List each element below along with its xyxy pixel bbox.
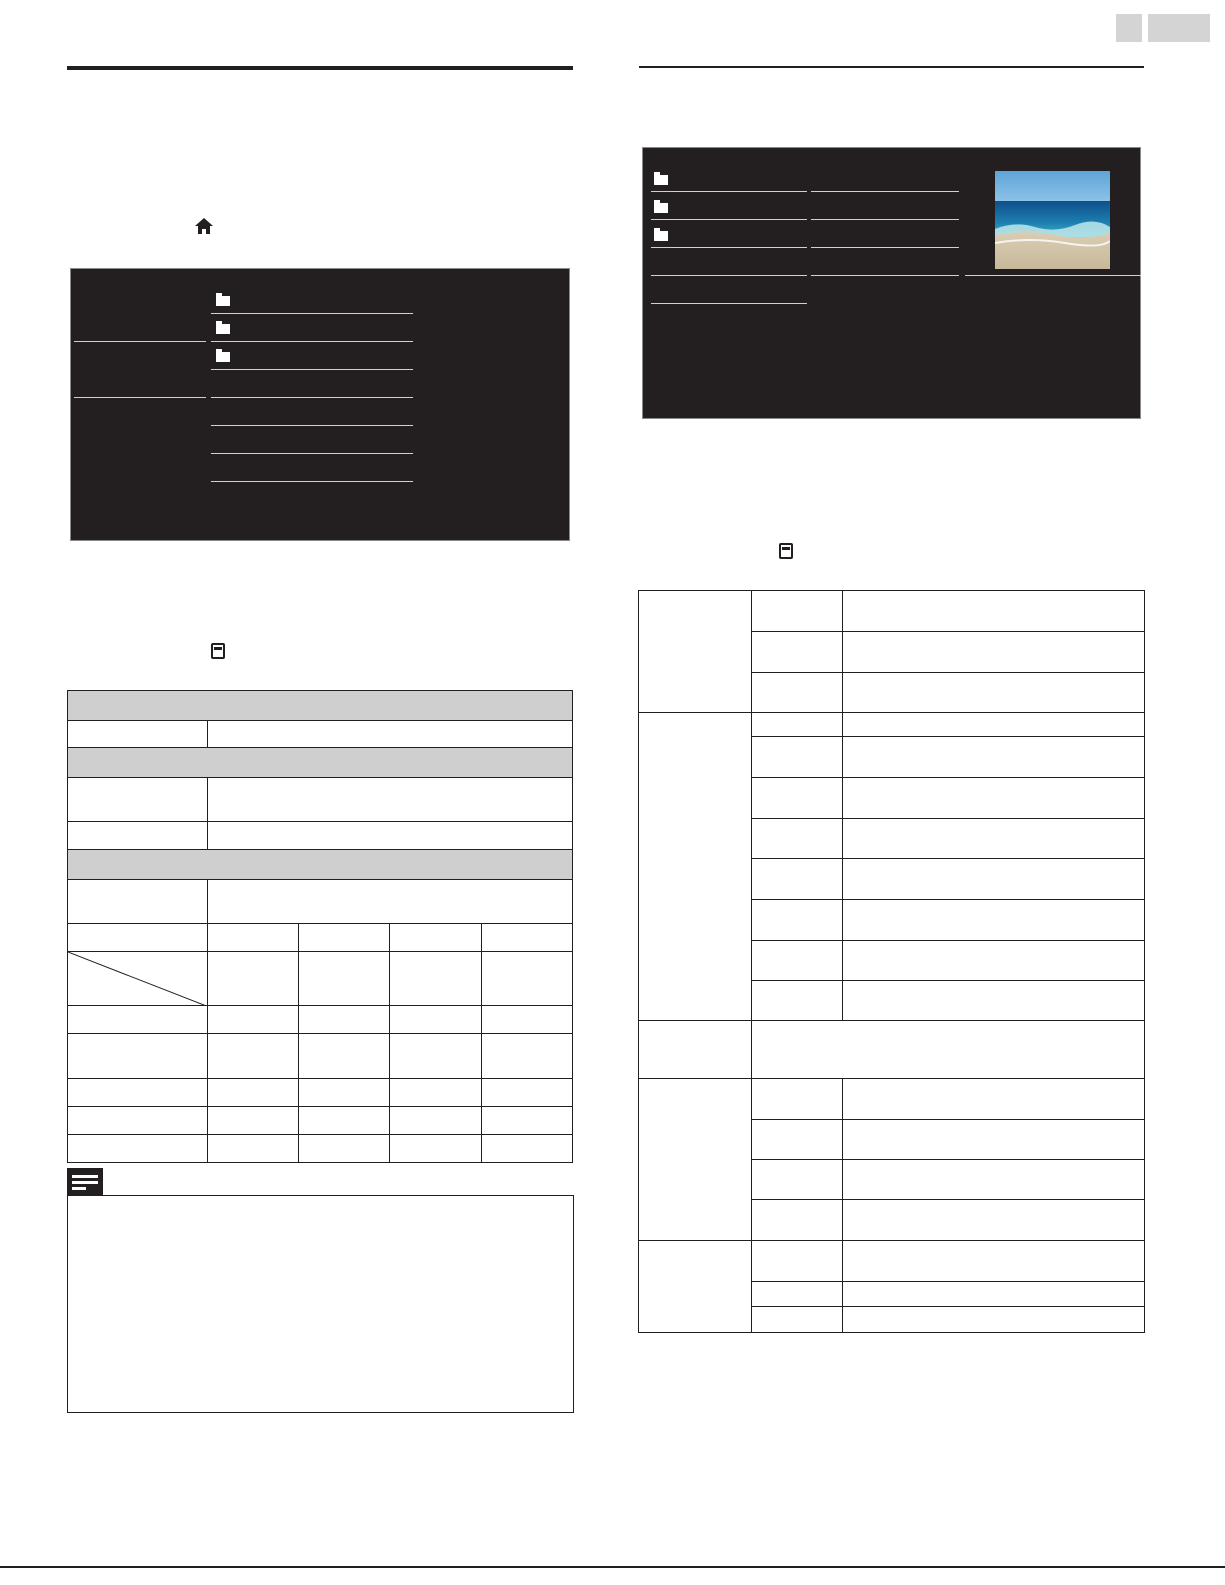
table-cell [751,1078,843,1120]
table-cell [842,1119,1145,1160]
table-cell [842,672,1145,713]
list-row-line [211,369,413,370]
table-cell [67,1078,208,1107]
folder-icon [216,296,230,306]
list-row-line [811,275,959,276]
table-group-cell [638,1078,752,1241]
table-cell [207,951,299,1006]
table-cell [751,777,843,819]
list-row-line [211,425,413,426]
table-cell [842,590,1145,632]
table-cell [67,821,208,850]
table-cell [298,923,390,952]
table-cell [389,951,482,1006]
home-icon [194,217,214,235]
table-cell [842,777,1145,819]
photo-browser-screen [642,147,1141,419]
table-section-header [67,747,573,778]
table-cell [67,923,208,952]
table-cell [842,1281,1145,1307]
table-cell [67,720,208,748]
table-cell [207,720,573,748]
table-cell [751,1199,843,1241]
table-cell [481,1005,573,1034]
table-cell [298,1033,390,1079]
list-row-line [651,191,807,192]
table-cell [481,1134,573,1163]
list-row-line [651,275,807,276]
table-cell [751,1119,843,1160]
table-cell [751,736,843,778]
table-cell [207,1106,299,1135]
table-cell [751,940,843,981]
folder-icon [216,324,230,334]
table-cell [389,1106,482,1135]
table-cell [842,1306,1145,1333]
table-diagonal-cell [67,951,208,1006]
language-tab-2 [1148,14,1210,42]
table-cell [842,1240,1145,1282]
table-cell [842,631,1145,673]
table-cell [842,858,1145,900]
table-cell [298,1005,390,1034]
media-browser-screen [70,268,570,541]
table-cell [207,923,299,952]
table-cell [751,1281,843,1307]
folder-icon [654,231,668,241]
table-cell [751,1159,843,1200]
table-cell [481,1033,573,1079]
left-panel-divider [74,397,206,398]
options-icon [211,643,225,659]
table-cell [207,821,573,850]
folder-icon [216,352,230,362]
table-cell [67,879,208,924]
table-cell [389,923,482,952]
table-cell [842,980,1145,1021]
folder-icon [654,203,668,213]
table-cell [751,712,843,737]
table-cell [842,1078,1145,1120]
list-row-line [211,313,413,314]
table-cell [481,951,573,1006]
table-cell [481,1106,573,1135]
list-row-line [811,191,959,192]
list-row-line [651,303,807,304]
table-cell [389,1033,482,1079]
table-cell [751,980,843,1021]
table-cell [207,1078,299,1107]
table-cell [389,1078,482,1107]
table-cell [207,1005,299,1034]
table-cell [67,1134,208,1163]
left-panel-divider [74,341,206,342]
table-cell [207,1134,299,1163]
table-cell [751,590,843,632]
note-box [67,1195,574,1413]
table-cell [298,1106,390,1135]
table-cell [751,899,843,941]
table-cell [298,1078,390,1107]
table-cell [207,777,573,822]
table-cell [298,951,390,1006]
list-row-line [651,219,807,220]
table-cell [751,672,843,713]
table-section-header [67,849,573,880]
table-cell [67,777,208,822]
list-row-line [211,341,413,342]
table-group-cell [638,590,752,713]
table-cell [842,818,1145,859]
preview-divider [965,275,1141,276]
left-section-rule [67,66,573,70]
table-cell [751,858,843,900]
language-tab-1 [1116,14,1142,42]
table-cell [751,631,843,673]
table-cell [842,712,1145,737]
folder-icon [654,175,668,185]
table-cell [481,1078,573,1107]
right-section-rule [639,66,1144,68]
table-cell [751,818,843,859]
table-cell [842,940,1145,981]
note-icon [67,1168,103,1196]
table-cell [207,879,573,924]
table-cell [389,1134,482,1163]
table-cell [842,1159,1145,1200]
table-group-cell [638,712,752,1021]
table-cell [751,1240,843,1282]
table-cell [67,1033,208,1079]
table-group-cell [638,1020,752,1079]
table-cell [751,1306,843,1333]
list-row-line [211,481,413,482]
table-cell [842,899,1145,941]
table-cell [842,1199,1145,1241]
options-icon [779,543,793,559]
list-row-line [211,397,413,398]
table-cell [842,736,1145,778]
list-row-line [811,219,959,220]
beach-thumbnail [995,171,1110,269]
table-cell [207,1033,299,1079]
table-section-header [67,690,573,721]
table-cell [67,1005,208,1034]
table-cell [751,1020,1145,1079]
list-row-line [211,453,413,454]
list-row-line [651,247,807,248]
table-cell [389,1005,482,1034]
table-cell [67,1106,208,1135]
page-footer-rule [0,1566,1225,1568]
table-cell [298,1134,390,1163]
list-row-line [811,247,959,248]
table-cell [481,923,573,952]
table-group-cell [638,1240,752,1333]
